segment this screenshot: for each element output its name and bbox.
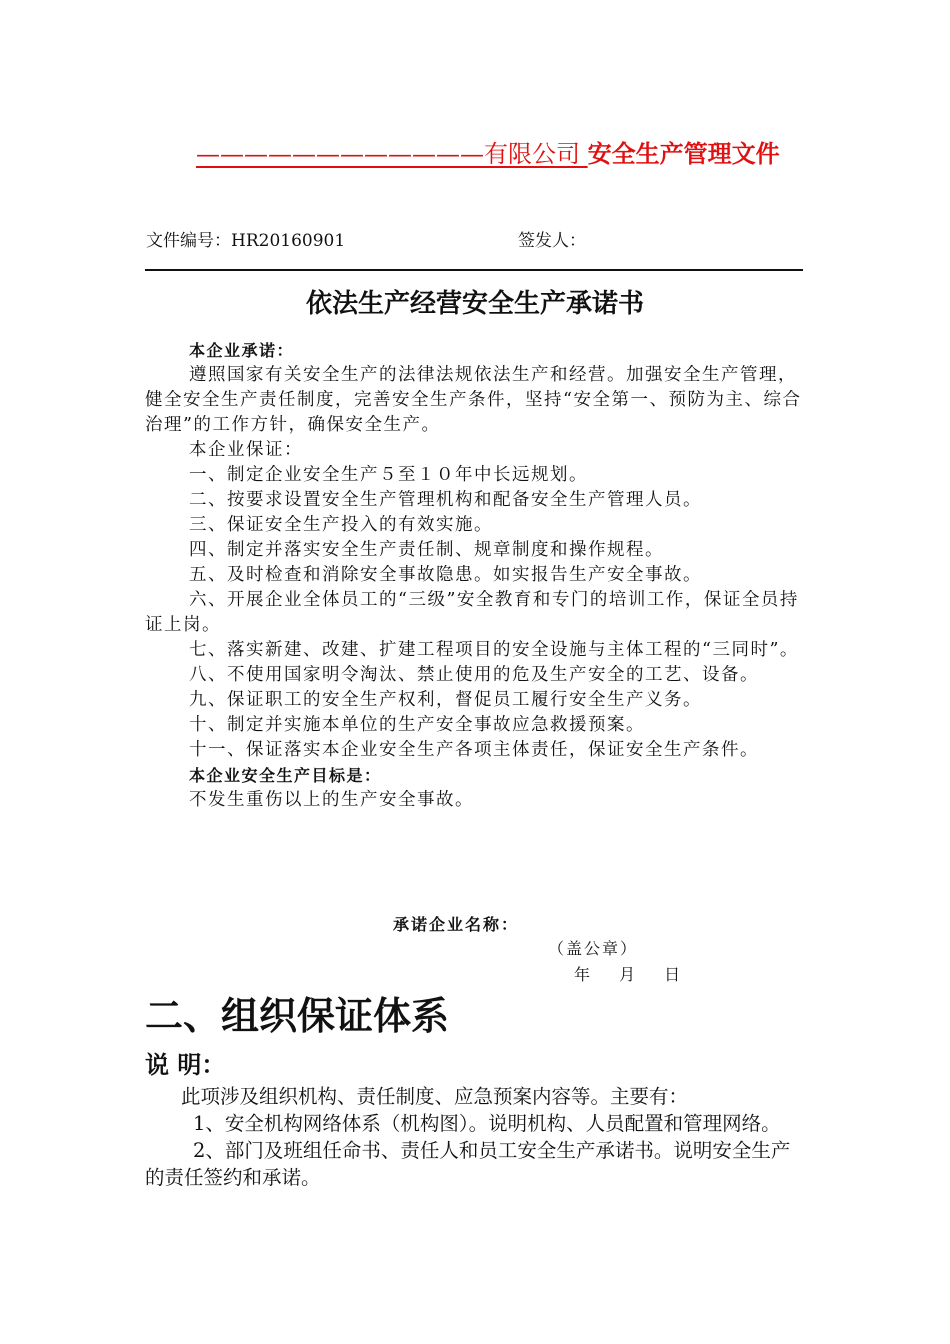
file-number: 文件编号：HR20160901 [146,231,346,251]
goal-text: 不发生重伤以上的生产安全事故。 [189,790,474,810]
company-suffix: 有限公司 [484,140,588,168]
issuer-label: 签发人： [518,231,586,251]
note-paragraph: 1、安全机构网络体系（机构图）。说明机构、人员配置和管理网络。 [193,1112,781,1135]
guarantee-item: 十、制定并实施本单位的生产安全事故应急救援预案。 [189,715,645,735]
guarantee-heading: 本企业保证： [189,440,303,460]
company-header [196,134,780,169]
commitment-body [145,338,805,813]
seal-label: （盖公章） [548,939,639,958]
guarantee-item: 四、制定并落实安全生产责任制、规章制度和操作规程。 [189,540,664,560]
header-divider [145,269,803,271]
note-body [145,1083,805,1191]
date-label: 年 月 日 [574,965,681,984]
guarantee-item: 七、落实新建、改建、扩建工程项目的安全设施与主体工程的“三同时”。 [189,640,799,660]
guarantee-item: 五、及时检查和消除安全事故隐患。如实报告生产安全事故。 [189,565,702,585]
guarantee-item: 三、保证安全生产投入的有效实施。 [189,515,493,535]
commitment-heading: 本企业承诺： [189,341,295,360]
document-title: 依法生产经营安全生产承诺书 [305,289,644,319]
note-label: 说 明： [145,1051,226,1079]
note-paragraph: 此项涉及组织机构、责任制度、应急预案内容等。主要有： [181,1085,689,1108]
commitment-intro: 遵照国家有关安全生产的法律法规依法生产和经营。加强安全生产管理，健全安全生产责任制度，完善安全生产条件，坚持“安全第一、预防为主、综合治理”的工作方针，确保安全生产。 [145,365,802,435]
company-name-label: 承诺企业名称： [393,915,520,934]
goal-heading: 本企业安全生产目标是： [189,766,382,785]
section-title: 二、组织保证体系 [145,994,450,1038]
guarantee-item: 二、按要求设置安全生产管理机构和配备安全生产管理人员。 [189,490,702,510]
guarantee-item: 一、制定企业安全生产５至１０年中长远规划。 [189,465,588,485]
guarantee-item: 八、不使用国家明令淘汰、禁止使用的危及生产安全的工艺、设备。 [189,665,759,685]
note-paragraph: 2、部门及班组任命书、责任人和员工安全生产承诺书。说明安全生产的责任签约和承诺。 [145,1139,791,1189]
company-name-blank: ———————————— [196,140,484,168]
document-type: 安全生产管理文件 [587,140,780,168]
guarantee-item: 六、开展企业全体员工的“三级”安全教育和专门的培训工作，保证全员持证上岗。 [145,590,799,635]
guarantee-item: 十一、保证落实本企业安全生产各项主体责任，保证安全生产条件。 [189,740,759,760]
guarantee-item: 九、保证职工的安全生产权利，督促员工履行安全生产义务。 [189,690,702,710]
